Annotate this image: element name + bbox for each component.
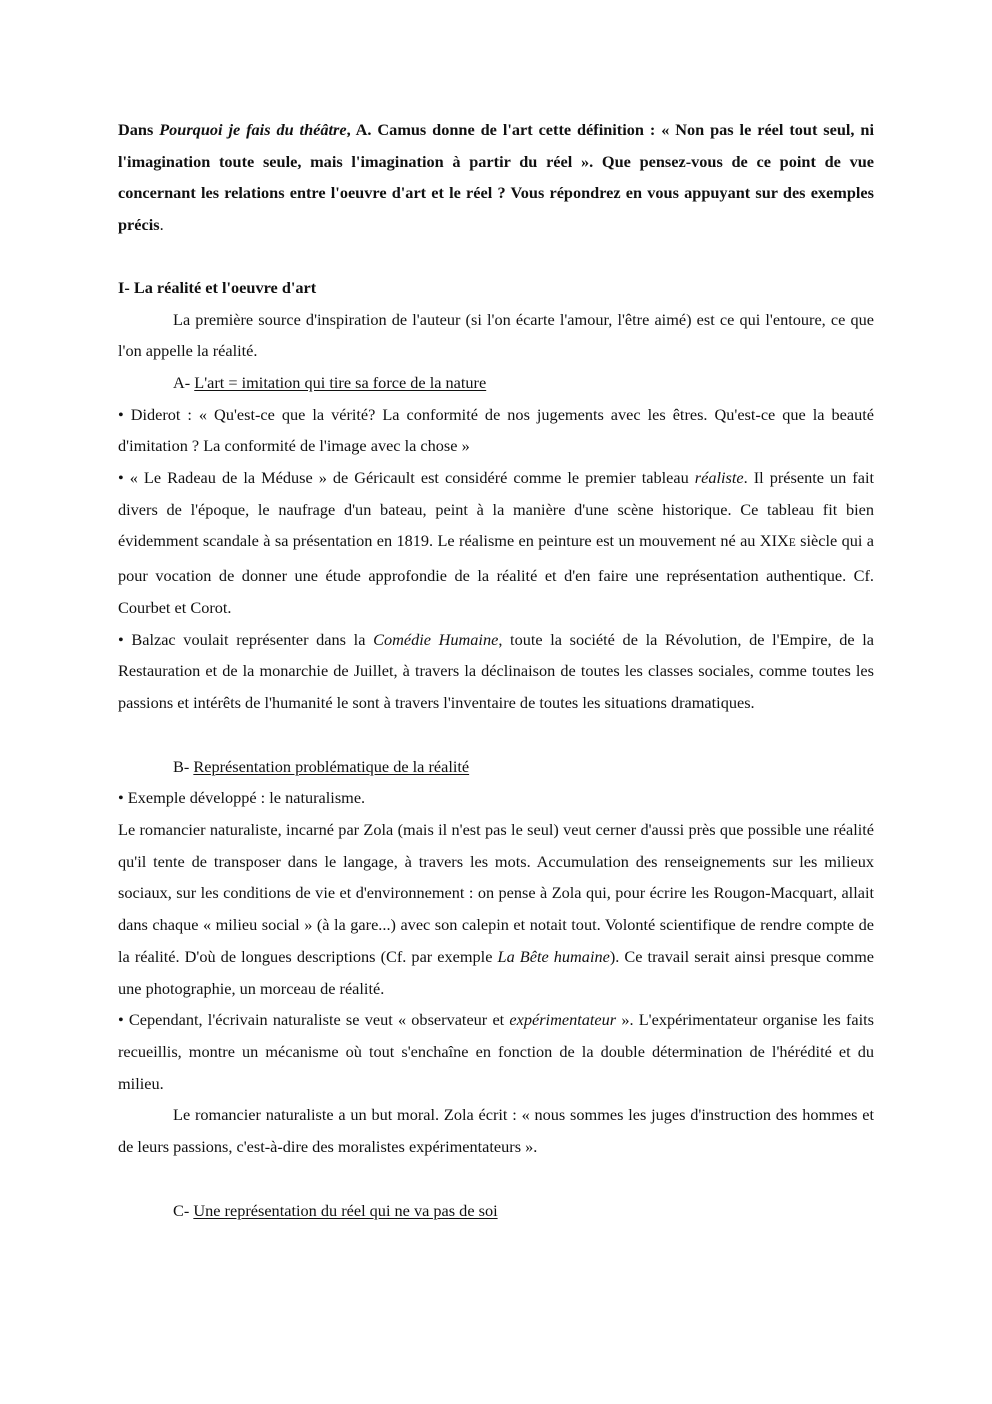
subsection-b-title: Représentation problématique de la réalité (193, 756, 470, 776)
balzac-text-2: , toute la société de la Révolution, de l'Empire, de la Restauration et de la monarchie de Juillet, à travers la déclinaison de toutes les classes sociales, comme toutes les passions et intérêts de l'humanité le sont à travers l'inventaire de toutes les situations dramatiques. (118, 629, 874, 712)
document-page (118, 114, 874, 1227)
cependant-text-2: ». L'expérimentateur organise les faits recueillis, montre un mécanisme où tout s'enchaîne en fonction de la double détermination de l'hérédité et du milieu. (118, 1010, 874, 1093)
radeau-text-3: siècle qui a pour vocation de donner une étude approfondie de la réalité et d'en faire une représentation authentique. Cf. Courbet et Corot. (118, 531, 874, 617)
subsection-c-heading (118, 1195, 874, 1227)
prompt-text-end: . (159, 215, 164, 235)
radeau-text-2: . Il présente un fait divers de l'époque, le naufrage d'un bateau, peint à la manière d'une scène historique. Ce tableau fit bien évidemment scandale à sa présentation en 1819. Le réalisme en peinture est un mouvement né au XIX (118, 468, 874, 551)
subsection-c-prefix: C- (173, 1200, 194, 1220)
subsection-a-title: L'art = imitation qui tire sa force de la nature (194, 372, 487, 392)
essay-prompt (118, 114, 874, 241)
cependant-text-1: • Cependant, l'écrivain naturaliste se veut « observateur et (118, 1010, 510, 1030)
balzac-paragraph (118, 624, 874, 719)
century-superscript: E (788, 537, 796, 550)
cependant-emphasis: expérimentateur (509, 1010, 617, 1030)
radeau-text-1: • « Le Radeau de la Méduse » de Géricault est considéré comme le premier tableau (118, 468, 695, 488)
subsection-a-heading (118, 367, 874, 399)
section-1-intro: La première source d'inspiration de l'auteur (si l'on écarte l'amour, l'être aimé) est ce qui l'entoure, ce que l'on appelle la réalité. (118, 309, 874, 361)
cependant-paragraph (118, 1004, 874, 1099)
naturalism-emphasis: La Bête humaine (497, 946, 610, 966)
subsection-b-heading (118, 751, 874, 783)
spacer (118, 1163, 874, 1195)
naturalism-paragraph (118, 814, 874, 1004)
spacer (118, 719, 874, 751)
subsection-b-prefix: B- (173, 756, 194, 776)
naturalism-example: • Exemple développé : le naturalisme. (118, 788, 366, 808)
prompt-text-start: Dans (118, 120, 160, 139)
balzac-emphasis: Comédie Humaine (373, 629, 499, 649)
subsection-a-prefix: A- (173, 372, 195, 392)
prompt-work-title: Pourquoi je fais du théâtre (159, 120, 347, 139)
diderot-paragraph: • Diderot : « Qu'est-ce que la vérité? La conformité de nos jugements avec les êtres. Qu'est-ce que la beauté d'imitation ? La conformité de l'image avec la chose » (118, 404, 874, 456)
subsection-c-title: Une représentation du réel qui ne va pas de soi (193, 1200, 498, 1220)
radeau-paragraph (118, 462, 874, 624)
balzac-text-1: • Balzac voulait représenter dans la (118, 629, 374, 649)
radeau-emphasis: réaliste (694, 468, 744, 488)
naturalism-text-2: ). Ce travail serait ainsi presque comme une photographie, un morceau de réalité. (118, 946, 874, 998)
section-1-title: I- La réalité et l'oeuvre d'art (118, 277, 317, 297)
naturalism-text-1: Le romancier naturaliste, incarné par Zola (mais il n'est pas le seul) veut cerner d'aussi près que possible une réalité qu'il tente de transposer dans le langage, à travers les mots. Accumulation des renseignements sur les milieux sociaux, sur les conditions de vie et d'environnement : on pense à Zola qui, pour écrire les Rougon-Macquart, allait dans chaque « milieu social » (à la gare...) avec son calepin et notait tout. Volonté scientifique de rendre compte de la réalité. D'où de longues descriptions (Cf. par exemple (118, 820, 874, 966)
spacer (118, 241, 874, 272)
moral-paragraph: Le romancier naturaliste a un but moral. Zola écrit : « nous sommes les juges d'instruction des hommes et de leurs passions, c'est-à-dire des moralistes expérimentateurs ». (118, 1105, 874, 1157)
prompt-text-body: , A. Camus donne de l'art cette définition : « Non pas le réel tout seul, ni l'imagination toute seule, mais l'imagination à partir du réel ». Que pensez-vous de ce point de vue concernant les relations entre l'oeuvre d'art et le réel ? Vous répondrez en vous appuyant sur des exemples précis (118, 120, 874, 235)
